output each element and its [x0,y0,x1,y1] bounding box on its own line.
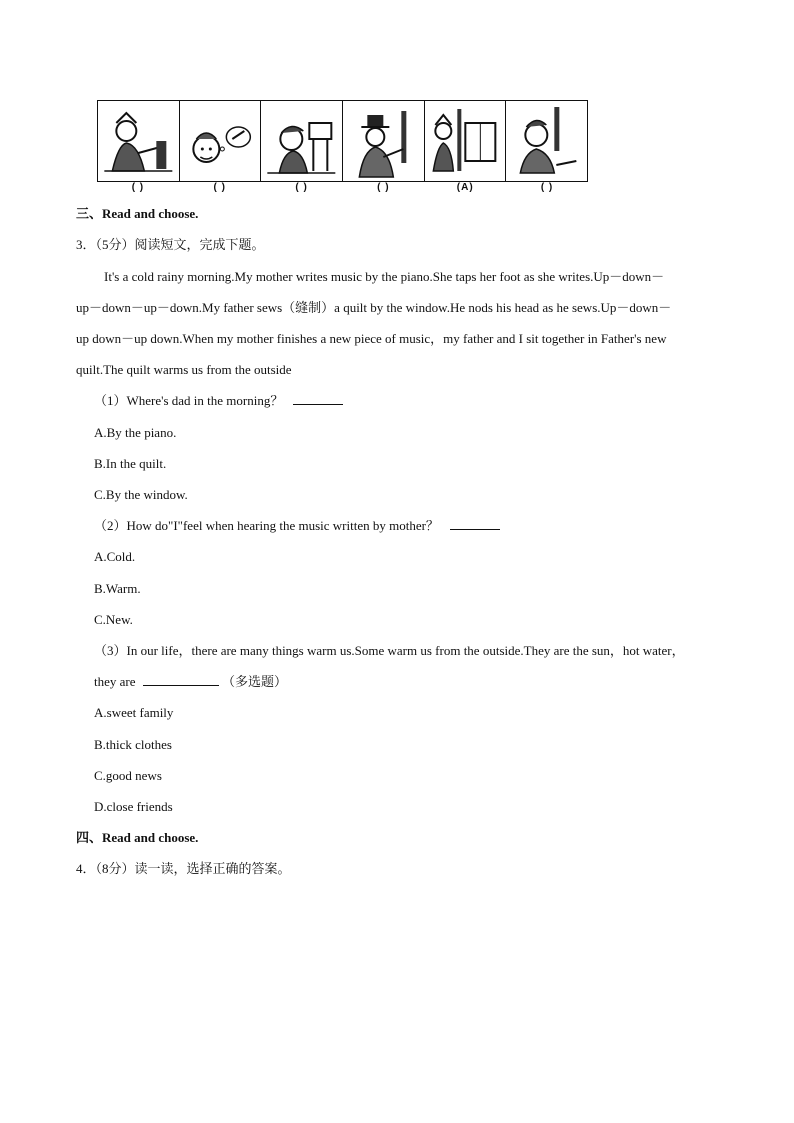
question-2-stem: （2）How do"I"feel when hearing the music written by mother？ [94,518,439,533]
man-playing-flute-icon [506,101,587,181]
q3-option-d[interactable]: D.close friends [94,799,173,814]
answer-mark[interactable]: ( ) [377,182,390,193]
answer-blank-1[interactable] [293,392,343,405]
q3-option-a[interactable]: A.sweet family [94,705,174,720]
q2-option-c[interactable]: C.New. [94,612,133,627]
answer-mark[interactable]: (A) [456,182,474,193]
question-3-stem-start: they are [94,674,136,689]
man-cutting-icon [98,101,179,181]
q2-option-a[interactable]: A.Cold. [94,549,136,564]
answer-marks-row [97,181,588,195]
picture-strip [97,100,588,182]
picture-panel-5 [425,101,507,181]
q3-option-c[interactable]: C.good news [94,768,162,783]
question-3-stem-line-1: （3）In our life，there are many things warm us.Some warm us from the outside.They are the sun，hot water， [94,643,685,658]
passage-line-2: up－down－up－down.My father sews（缝制）a quilt by the window.He nods his head as he sews.Up－down－ [76,300,672,315]
passage-line-1: It's a cold rainy morning.My mother writes music by the piano.She taps her foot as she writes.Up－down－ [104,269,665,284]
q3-option-b[interactable]: B.thick clothes [94,737,172,752]
question-3-stem-line-2 [94,673,287,691]
question-2 [94,517,500,535]
answer-blank-2[interactable] [450,517,500,530]
question-3-multi-choice-note: （多选题） [222,674,288,689]
passage-line-3: up down－up down.When my mother finishes a new piece of music，my father and I sit together in Father's new [76,331,667,346]
man-at-desk-icon [261,101,342,181]
man-with-easel-icon [425,101,506,181]
picture-panel-1 [98,101,180,181]
passage-line-4: quilt.The quilt warms us from the outside [76,362,292,377]
q1-option-b[interactable]: B.In the quilt. [94,456,167,471]
question-1 [94,392,343,410]
question-1-stem: （1）Where's dad in the morning？ [94,393,284,408]
picture-panel-4 [343,101,425,181]
q2-option-b[interactable]: B.Warm. [94,581,141,596]
answer-blank-3[interactable] [143,673,219,686]
answer-mark[interactable]: ( ) [295,182,308,193]
answer-mark[interactable]: ( ) [213,182,226,193]
question-3-number: 3．（5分）阅读短文，完成下题。 [76,237,265,252]
picture-panel-2 [180,101,262,181]
picture-panel-6 [506,101,587,181]
picture-panel-3 [261,101,343,181]
section-3-heading: 三、Read and choose. [76,206,199,221]
answer-mark[interactable]: ( ) [540,182,554,193]
man-with-flute-icon [343,101,424,181]
answer-mark[interactable]: ( ) [131,182,145,193]
section-4-heading: 四、Read and choose. [76,830,199,845]
question-4-number: 4．（8分）读一读，选择正确的答案。 [76,861,291,876]
q1-option-a[interactable]: A.By the piano. [94,425,177,440]
sleepy-man-icon [180,101,261,181]
q1-option-c[interactable]: C.By the window. [94,487,188,502]
